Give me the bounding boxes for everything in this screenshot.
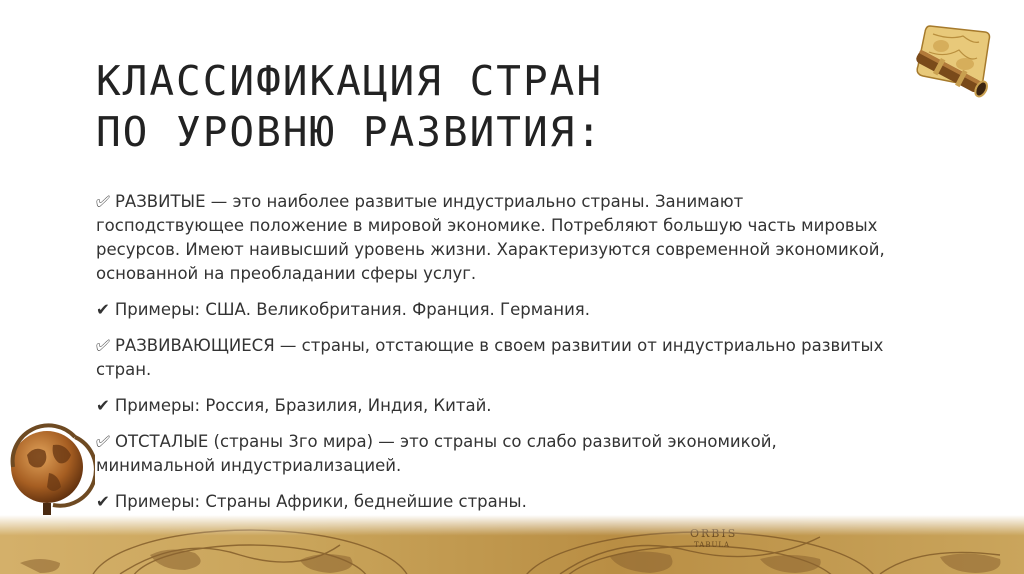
checkmark-icon: ✔: [96, 300, 110, 319]
paragraph-underdeveloped: [96, 430, 896, 478]
paragraph-text: Примеры: США. Великобритания. Франция. Германия.: [114, 300, 590, 319]
paragraph-examples-developing: [96, 394, 896, 418]
scroll-spyglass-icon: [905, 18, 995, 100]
checkbox-check-icon: ✅︎: [96, 432, 110, 451]
checkbox-check-icon: ✅︎: [96, 192, 110, 211]
checkmark-icon: ✔: [96, 396, 110, 415]
title-line-1: КЛАССИФИКАЦИЯ СТРАН: [96, 57, 603, 105]
paragraph-text: Примеры: Страны Африки, беднейшие страны.: [114, 492, 527, 511]
slide-title: [96, 56, 816, 158]
title-line-2: ПО УРОВНЮ РАЗВИТИЯ:: [96, 108, 603, 156]
paragraph-text: РАЗВИВАЮЩИЕСЯ — страны, отстающие в своем развитии от индустриально развитых стран.: [96, 336, 884, 379]
paragraph-developing: [96, 334, 896, 382]
checkmark-icon: ✔: [96, 492, 110, 511]
checkbox-check-icon: ✅︎: [96, 336, 110, 355]
content-body: [96, 190, 896, 526]
paragraph-text: Примеры: Россия, Бразилия, Индия, Китай.: [114, 396, 492, 415]
paragraph-developed: [96, 190, 896, 286]
antique-world-map: [0, 515, 1024, 574]
paragraph-text: РАЗВИТЫЕ — это наиболее развитые индустриально страны. Занимают господствующее положение в мировой экономике. Потребляют большую часть мировых ресурсов. Имеют наивысший уровень жизни. Характеризуются современной экономикой, основанной на преобладании сферы услуг.: [96, 192, 885, 283]
paragraph-examples-underdeveloped: [96, 490, 896, 514]
paragraph-examples-developed: [96, 298, 896, 322]
paragraph-text: ОТСТАЛЫЕ (страны 3го мира) — это страны со слабо развитой экономикой, минимальной индустриализацией.: [96, 432, 777, 475]
